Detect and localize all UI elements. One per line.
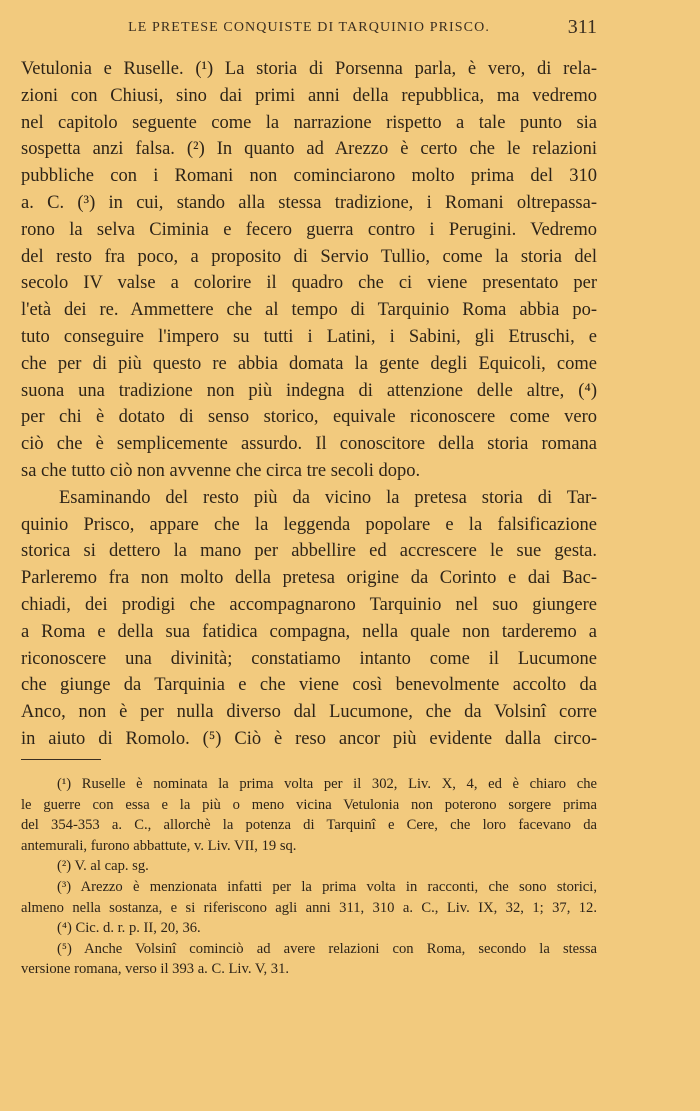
body-line: Parleremo fra non molto della pretesa origine da Corinto e dai Bac- bbox=[21, 568, 597, 589]
body-line: ciò che è semplicemente assurdo. Il conoscitore della storia romana bbox=[21, 434, 597, 455]
running-title: LE PRETESE CONQUISTE DI TARQUINIO PRISCO. bbox=[128, 20, 490, 35]
body-line: l'età dei re. Ammettere che al tempo di Tarquinio Roma abbia po- bbox=[21, 300, 597, 321]
body-line: a Roma e della sua fatidica compagna, nella quale non tarderemo a bbox=[21, 621, 597, 642]
body-line: del resto fra poco, a proposito di Servio Tullio, come la storia del bbox=[21, 246, 597, 267]
body-line: Anco, non è per nulla diverso dal Lucumone, che da Volsinî corre bbox=[21, 702, 597, 723]
body-line: sa che tutto ciò non avvenne che circa tre secoli dopo. bbox=[21, 460, 421, 481]
footnotes bbox=[21, 774, 597, 980]
footnote-separator bbox=[21, 759, 101, 760]
body-line: zioni con Chiusi, sino dai primi anni della repubblica, ma vedremo bbox=[21, 85, 597, 106]
body-line: a. C. (³) in cui, stando alla stessa tradizione, i Romani oltrepassa- bbox=[21, 192, 597, 213]
running-header bbox=[21, 16, 597, 42]
footnote-line: (³) Arezzo è menzionata infatti per la prima volta in racconti, che sono storici, bbox=[57, 878, 597, 895]
page-number: 311 bbox=[567, 16, 597, 38]
footnote-line: versione romana, verso il 393 a. C. Liv. V, 31. bbox=[21, 961, 290, 978]
body-text bbox=[21, 56, 597, 753]
body-line: Vetulonia e Ruselle. (¹) La storia di Porsenna parla, è vero, di rela- bbox=[21, 59, 597, 79]
body-line: storica si dettero la mano per abbellire ed accrescere le sue gesta. bbox=[21, 541, 597, 562]
body-line: chiadi, dei prodigi che accompagnarono Tarquinio nel suo giungere bbox=[21, 594, 597, 615]
body-line: rono la selva Ciminia e fecero guerra contro i Perugini. Vedremo bbox=[21, 219, 597, 240]
footnote-line: antemurali, furono abbattute, v. Liv. VII, 19 sq. bbox=[21, 837, 297, 854]
body-line: Esaminando del resto più da vicino la pretesa storia di Tar- bbox=[59, 487, 597, 508]
body-line: quinio Prisco, appare che la leggenda popolare e la falsificazione bbox=[21, 514, 597, 535]
body-line: che giunge da Tarquinia e che viene così benevolmente accolto da bbox=[21, 675, 597, 696]
body-line: per chi è dotato di senso storico, equivale riconoscere come vero bbox=[21, 407, 597, 428]
body-line: suona una tradizione non più indegna di attenzione delle altre, (⁴) bbox=[21, 380, 597, 401]
footnote-line: almeno nella sostanza, e si riferiscono agli anni 311, 310 a. C., Liv. IX, 32, 1; 37, 12. bbox=[21, 899, 597, 916]
body-line: pubbliche con i Romani non cominciarono molto prima del 310 bbox=[21, 166, 597, 187]
body-line: sospetta anzi falsa. (²) In quanto ad Arezzo è certo che le relazioni bbox=[21, 139, 597, 160]
body-line: che per di più questo re abbia domata la gente degli Equicoli, come bbox=[21, 353, 597, 374]
footnote-line: (¹) Ruselle è nominata la prima volta per il 302, Liv. X, 4, ed è chiaro che bbox=[57, 776, 597, 792]
footnote-line: (²) V. al cap. sg. bbox=[57, 858, 149, 875]
body-line: nel capitolo seguente come la narrazione rispetto a tale punto sia bbox=[21, 112, 597, 133]
body-line: secolo IV valse a colorire il quadro che ci viene presentato per bbox=[21, 273, 597, 294]
footnote-line: (⁵) Anche Volsinî cominciò ad avere relazioni con Roma, secondo la stessa bbox=[57, 940, 597, 957]
body-line: riconoscere una divinità; constatiamo intanto come il Lucumone bbox=[21, 648, 597, 669]
footnote-line: (⁴) Cic. d. r. p. II, 20, 36. bbox=[57, 920, 201, 937]
body-line: in aiuto di Romolo. (⁵) Ciò è reso ancor più evidente dalla circo- bbox=[21, 728, 597, 749]
body-line: tuto conseguire l'impero su tutti i Latini, i Sabini, gli Etruschi, e bbox=[21, 326, 597, 347]
footnote-line: del 354-353 a. C., allorchè la potenza di Tarquinî e Cere, che loro facevano da bbox=[21, 817, 597, 834]
footnote-line: le guerre con essa e la più o meno vicina Vetulonia non poterono sorgere prima bbox=[21, 796, 597, 813]
